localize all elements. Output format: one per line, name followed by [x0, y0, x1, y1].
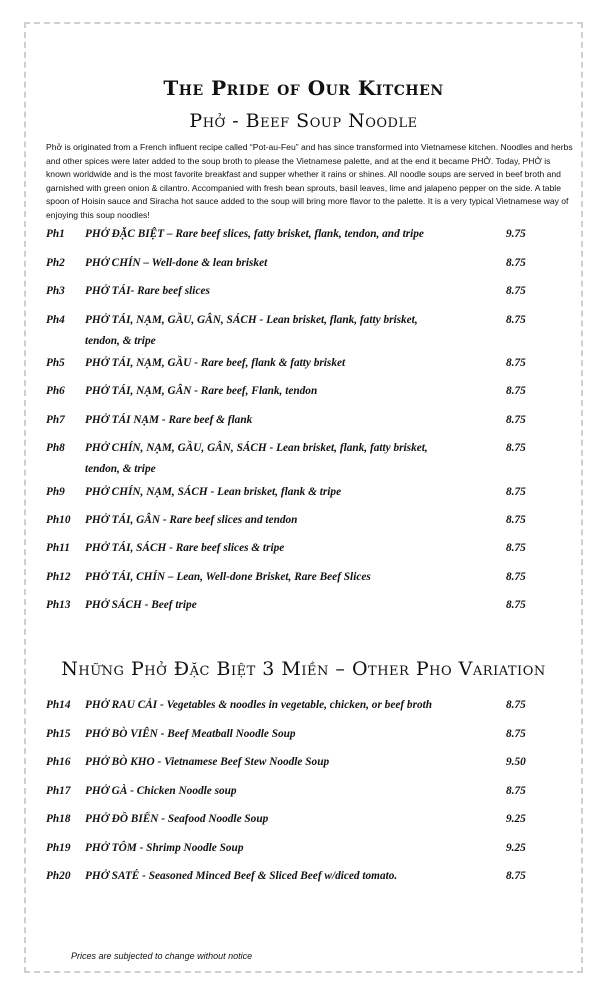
item-description: PHỞ TÁI, CHÍN – Lean, Well-done Brisket, Rare Beef Slices [85, 571, 371, 583]
section-title-beef-soup: Phở - Beef Soup Noodle [189, 110, 418, 132]
item-description-continued: tendon, & tripe [85, 335, 156, 347]
item-price: 8.75 [506, 285, 526, 297]
item-code: Ph14 [46, 699, 71, 711]
item-description: PHỞ TÁI- Rare beef slices [85, 285, 210, 297]
item-description: PHỞ SÁCH - Beef tripe [85, 599, 197, 611]
price-notice: Prices are subjected to change without notice [71, 951, 253, 961]
item-price: 8.75 [506, 514, 526, 526]
item-price: 8.75 [506, 728, 526, 740]
item-description: PHỞ TÁI, SÁCH - Rare beef slices & tripe [85, 542, 285, 554]
item-description: PHỞ BÒ KHO - Vietnamese Beef Stew Noodle Soup [85, 756, 330, 768]
item-code: Ph19 [46, 842, 71, 854]
item-price: 9.75 [506, 228, 526, 240]
item-description: PHỞ TÁI, NẠM, GẦU, GÂN, SÁCH - Lean brisket, flank, fatty brisket, [85, 314, 418, 326]
item-code: Ph10 [46, 514, 71, 526]
item-code: Ph4 [46, 314, 65, 326]
item-description: PHỞ SATÉ - Seasoned Minced Beef & Sliced Beef w/diced tomato. [85, 870, 398, 882]
item-price: 8.75 [506, 385, 526, 397]
item-price: 8.75 [506, 442, 526, 454]
section-title-other-pho: Những Phở Đặc Biệt 3 Miền – Other Pho Variation [61, 658, 546, 680]
item-price: 8.75 [506, 357, 526, 369]
item-description: PHỞ GÀ - Chicken Noodle soup [85, 785, 237, 797]
item-description: PHỞ TÁI, NẠM, GẦU - Rare beef, flank & fatty brisket [85, 357, 346, 369]
item-code: Ph3 [46, 285, 65, 297]
item-code: Ph20 [46, 870, 71, 882]
item-code: Ph17 [46, 785, 71, 797]
page-title: The Pride of Our Kitchen [163, 76, 444, 100]
item-price: 8.75 [506, 257, 526, 269]
item-price: 9.25 [506, 842, 526, 854]
item-description: PHỞ RAU CẢI - Vegetables & noodles in vegetable, chicken, or beef broth [85, 699, 433, 711]
item-description: PHỞ CHÍN, NẠM, GẦU, GÂN, SÁCH - Lean brisket, flank, fatty brisket, [85, 442, 428, 454]
item-code: Ph16 [46, 756, 71, 768]
item-price: 8.75 [506, 414, 526, 426]
item-code: Ph13 [46, 599, 71, 611]
item-description: PHỞ TÔM - Shrimp Noodle Soup [85, 842, 244, 854]
item-price: 8.75 [506, 571, 526, 583]
item-price: 8.75 [506, 870, 526, 882]
item-code: Ph7 [46, 414, 65, 426]
item-code: Ph2 [46, 257, 65, 269]
item-description: PHỞ TÁI, NẠM, GÂN - Rare beef, Flank, tendon [85, 385, 318, 397]
item-code: Ph1 [46, 228, 65, 240]
item-price: 8.75 [506, 314, 526, 326]
item-description-continued: tendon, & tripe [85, 463, 156, 475]
item-code: Ph9 [46, 486, 65, 498]
item-code: Ph8 [46, 442, 65, 454]
item-code: Ph18 [46, 813, 71, 825]
item-code: Ph12 [46, 571, 71, 583]
item-price: 8.75 [506, 785, 526, 797]
item-price: 9.50 [506, 756, 526, 768]
item-code: Ph15 [46, 728, 71, 740]
item-description: PHỞ TÁI, GÂN - Rare beef slices and tendon [85, 514, 298, 526]
item-description: PHỞ CHÍN – Well-done & lean brisket [85, 257, 268, 269]
item-description: PHỞ CHÍN, NẠM, SÁCH - Lean brisket, flank & tripe [85, 486, 342, 498]
item-price: 8.75 [506, 699, 526, 711]
item-price: 9.25 [506, 813, 526, 825]
item-price: 8.75 [506, 486, 526, 498]
item-description: PHỞ ĐẶC BIỆT – Rare beef slices, fatty brisket, flank, tendon, and tripe [85, 228, 424, 240]
item-description: PHỞ BÒ VIÊN - Beef Meatball Noodle Soup [85, 728, 296, 740]
intro-paragraph: Phở is originated from a French influent recipe called “Pot-au-Feu” and has since transformed into Vietnamese kitchen. Noodles and herbs and other spices were later added to the soup broth to please the Vietnamese palette, and at the end it became PHỞ. Today, PHỞ is known worldwide and is the most favorite breakfast and supper whether it rains or shines. All noodle soups are served in beef broth and garnished with green onion & cilantro. Accompanied with fresh bean sprouts, basil leaves, lime and jalapeno pepper on the side. A table spoon of Hoisin sauce and Siracha hot sauce added to the soup will bring more flavor to the palette. It is a very typical Vietnamese way of enjoying this soup noodles! [46, 142, 573, 220]
item-description: PHỞ ĐỒ BIỂN - Seafood Noodle Soup [85, 813, 269, 825]
item-price: 8.75 [506, 542, 526, 554]
item-price: 8.75 [506, 599, 526, 611]
item-code: Ph11 [46, 542, 70, 554]
item-code: Ph5 [46, 357, 65, 369]
item-code: Ph6 [46, 385, 65, 397]
item-description: PHỞ TÁI NẠM - Rare beef & flank [85, 414, 253, 426]
